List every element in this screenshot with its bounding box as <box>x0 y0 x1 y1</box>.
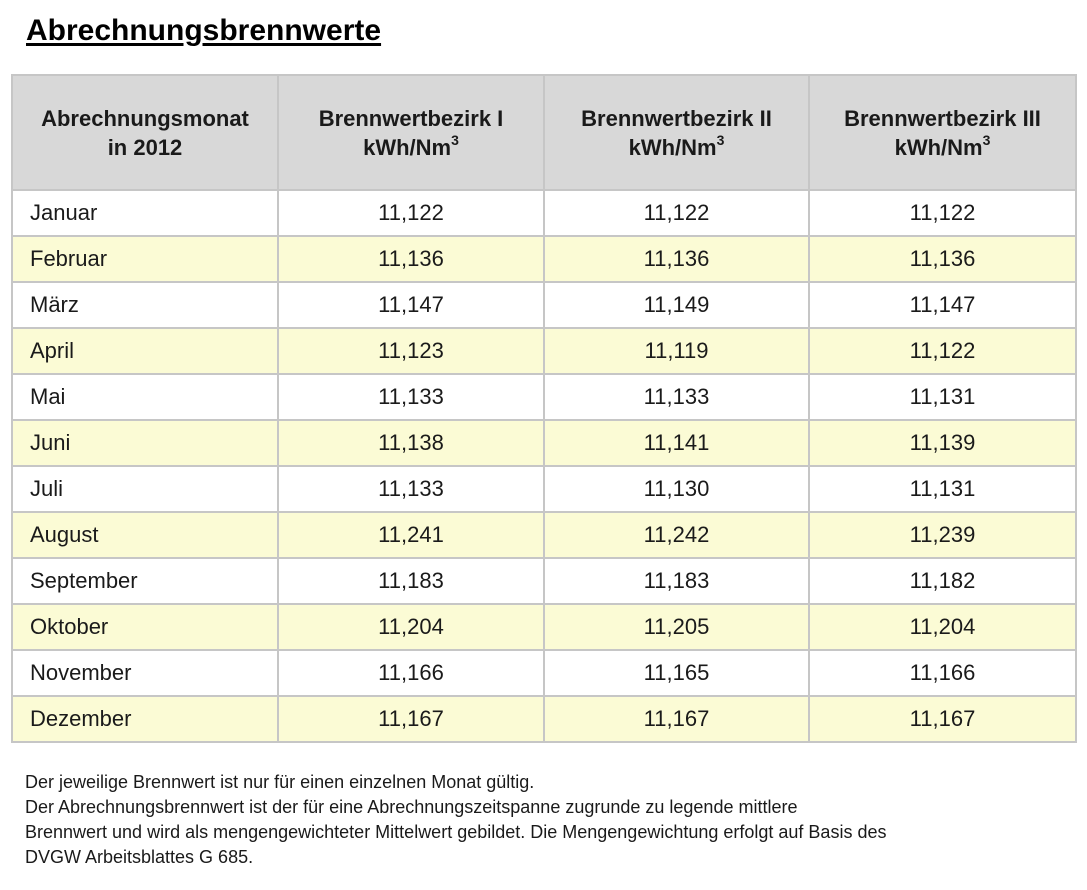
bezirk-1-cell: 11,241 <box>278 512 544 558</box>
bezirk-2-cell: 11,141 <box>544 420 809 466</box>
month-cell: November <box>12 650 278 696</box>
table-row <box>12 420 1076 466</box>
unit-text: kWh/Nm <box>363 134 452 160</box>
bezirk-3-cell: 11,131 <box>809 374 1076 420</box>
table-row <box>12 604 1076 650</box>
bezirk-2-cell: 11,242 <box>544 512 809 558</box>
header-bezirk-2 <box>544 75 809 190</box>
month-cell: Juni <box>12 420 278 466</box>
table-body <box>12 190 1076 742</box>
month-cell: August <box>12 512 278 558</box>
header-bezirk-3-unit <box>810 133 1075 162</box>
footnote-line: DVGW Arbeitsblattes G 685. <box>25 847 254 867</box>
header-bezirk-2-line1: Brennwertbezirk II <box>581 105 772 131</box>
bezirk-3-cell: 11,204 <box>809 604 1076 650</box>
table-row <box>12 190 1076 236</box>
table-row <box>12 696 1076 742</box>
header-bezirk-2-unit <box>545 133 808 162</box>
bezirk-1-cell: 11,136 <box>278 236 544 282</box>
unit-exponent: 3 <box>982 132 991 149</box>
header-month <box>12 75 278 190</box>
bezirk-3-cell: 11,139 <box>809 420 1076 466</box>
header-bezirk-1 <box>278 75 544 190</box>
bezirk-2-cell: 11,167 <box>544 696 809 742</box>
bezirk-1-cell: 11,133 <box>278 374 544 420</box>
header-bezirk-3-line1: Brennwertbezirk III <box>844 105 1041 131</box>
bezirk-1-cell: 11,133 <box>278 466 544 512</box>
bezirk-3-cell: 11,167 <box>809 696 1076 742</box>
bezirk-3-cell: 11,166 <box>809 650 1076 696</box>
bezirk-1-cell: 11,204 <box>278 604 544 650</box>
bezirk-3-cell: 11,147 <box>809 282 1076 328</box>
bezirk-2-cell: 11,149 <box>544 282 809 328</box>
bezirk-3-cell: 11,131 <box>809 466 1076 512</box>
bezirk-1-cell: 11,166 <box>278 650 544 696</box>
header-bezirk-1-unit <box>279 133 543 162</box>
bezirk-2-cell: 11,136 <box>544 236 809 282</box>
bezirk-3-cell: 11,122 <box>809 190 1076 236</box>
month-cell: Februar <box>12 236 278 282</box>
unit-text: kWh/Nm <box>628 134 717 160</box>
footnote-line: Brennwert und wird als mengengewichteter Mittelwert gebildet. Die Mengengewichtung erfolgt auf Basis des <box>25 822 887 842</box>
month-cell: Juli <box>12 466 278 512</box>
footnotes <box>25 770 1065 870</box>
table-row <box>12 558 1076 604</box>
table-row <box>12 236 1076 282</box>
month-cell: Mai <box>12 374 278 420</box>
bezirk-1-cell: 11,123 <box>278 328 544 374</box>
footnote-line: Der jeweilige Brennwert ist nur für einen einzelnen Monat gültig. <box>25 772 535 792</box>
table-row <box>12 512 1076 558</box>
bezirk-3-cell: 11,122 <box>809 328 1076 374</box>
page-title: Abrechnungsbrennwerte <box>26 14 382 47</box>
table-row <box>12 328 1076 374</box>
bezirk-1-cell: 11,183 <box>278 558 544 604</box>
bezirk-3-cell: 11,136 <box>809 236 1076 282</box>
bezirk-1-cell: 11,147 <box>278 282 544 328</box>
table-row <box>12 650 1076 696</box>
bezirk-2-cell: 11,122 <box>544 190 809 236</box>
table-row <box>12 282 1076 328</box>
month-cell: Oktober <box>12 604 278 650</box>
unit-text: kWh/Nm <box>894 134 983 160</box>
header-month-line2: in 2012 <box>107 134 183 160</box>
bezirk-1-cell: 11,122 <box>278 190 544 236</box>
bezirk-2-cell: 11,133 <box>544 374 809 420</box>
table-row <box>12 374 1076 420</box>
unit-exponent: 3 <box>716 132 725 149</box>
month-cell: April <box>12 328 278 374</box>
bezirk-1-cell: 11,167 <box>278 696 544 742</box>
header-month-line1: Abrechnungsmonat <box>41 105 249 131</box>
month-cell: Januar <box>12 190 278 236</box>
brennwert-table <box>11 74 1077 743</box>
header-row <box>12 75 1076 190</box>
footnote-line: Der Abrechnungsbrennwert ist der für eine Abrechnungszeitspanne zugrunde zu legende mittlere <box>25 797 798 817</box>
bezirk-2-cell: 11,130 <box>544 466 809 512</box>
header-bezirk-1-line1: Brennwertbezirk I <box>318 105 504 131</box>
bezirk-2-cell: 11,183 <box>544 558 809 604</box>
table-header <box>12 75 1076 190</box>
table-row <box>12 466 1076 512</box>
bezirk-3-cell: 11,182 <box>809 558 1076 604</box>
month-cell: September <box>12 558 278 604</box>
header-bezirk-3 <box>809 75 1076 190</box>
unit-exponent: 3 <box>451 132 459 149</box>
bezirk-2-cell: 11,165 <box>544 650 809 696</box>
month-cell: März <box>12 282 278 328</box>
bezirk-2-cell: 11,205 <box>544 604 809 650</box>
bezirk-2-cell: 11,119 <box>544 328 809 374</box>
month-cell: Dezember <box>12 696 278 742</box>
bezirk-3-cell: 11,239 <box>809 512 1076 558</box>
bezirk-1-cell: 11,138 <box>278 420 544 466</box>
